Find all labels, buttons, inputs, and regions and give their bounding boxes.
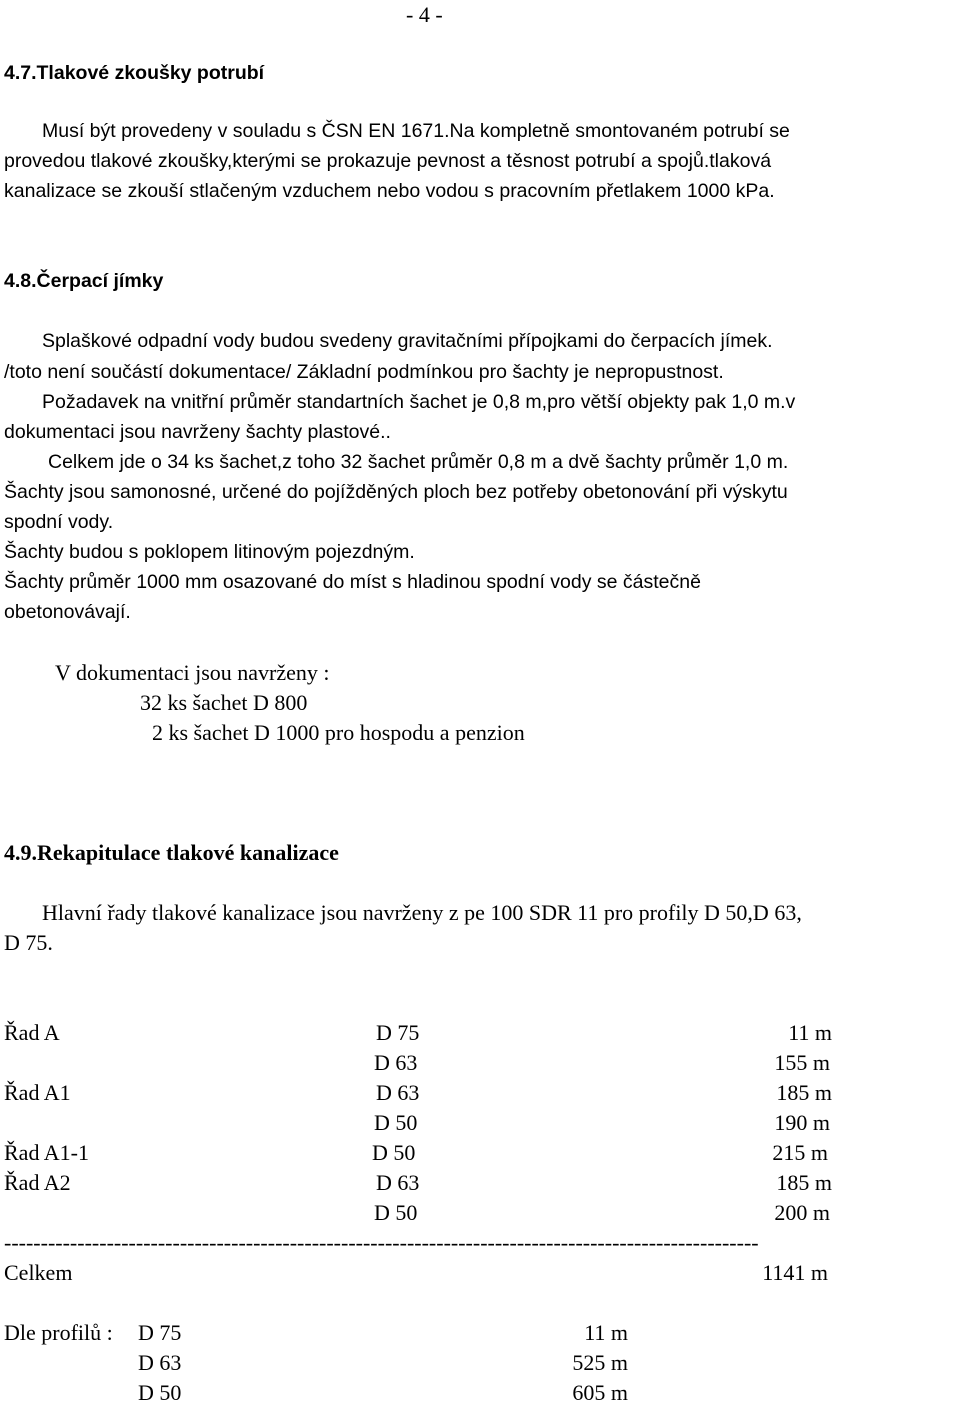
total-label: Celkem	[4, 1260, 73, 1285]
row-length: 215 m	[772, 1140, 828, 1165]
paragraph-line: Šachty jsou samonosné, určené do pojížděných ploch bez potřeby obetonování při výskytu	[4, 481, 788, 503]
profile-length: 525 m	[572, 1350, 628, 1375]
separator-line: -------------------------------------------------------------------------------------------------------	[4, 1230, 759, 1255]
profile-length: 605 m	[572, 1380, 628, 1405]
profile-name: D 63	[138, 1350, 182, 1375]
row-length: 200 m	[774, 1200, 830, 1225]
paragraph-line: provedou tlakové zkoušky,kterými se prokazuje pevnost a těsnost potrubí a spojů.tlaková	[4, 150, 772, 172]
row-name: Řad A2	[4, 1170, 71, 1195]
paragraph-line: Celkem jde o 34 ks šachet,z toho 32 šachet průměr 0,8 m a dvě šachty průměr 1,0 m.	[48, 451, 789, 473]
paragraph-line: /toto není součástí dokumentace/ Základní podmínkou pro šachty je nepropustnost.	[4, 361, 724, 383]
row-profile: D 63	[376, 1170, 420, 1195]
summary-intro: V dokumentaci jsou navrženy :	[55, 660, 330, 685]
summary-item: 2 ks šachet D 1000 pro hospodu a penzion	[152, 720, 525, 745]
row-profile: D 63	[376, 1080, 420, 1105]
section-heading-4-8: 4.8.Čerpací jímky	[4, 270, 164, 292]
row-length: 185 m	[776, 1080, 832, 1105]
row-name: Řad A1	[4, 1080, 71, 1105]
section-heading-4-9: 4.9.Rekapitulace tlakové kanalizace	[4, 840, 339, 865]
paragraph-line: Šachty budou s poklopem litinovým pojezdným.	[4, 541, 415, 563]
row-length: 11 m	[788, 1020, 832, 1045]
row-profile: D 75	[376, 1020, 420, 1045]
section-heading-4-7: 4.7.Tlakové zkoušky potrubí	[4, 62, 265, 84]
profile-name: D 75	[138, 1320, 182, 1345]
paragraph-line: dokumentaci jsou navrženy šachty plastové..	[4, 421, 391, 443]
paragraph-line: kanalizace se zkouší stlačeným vzduchem nebo vodou s pracovním přetlakem 1000 kPa.	[4, 180, 775, 202]
row-length: 190 m	[774, 1110, 830, 1135]
paragraph-line: Šachty průměr 1000 mm osazované do míst s hladinou spodní vody se částečně	[4, 571, 701, 593]
profile-name: D 50	[138, 1380, 182, 1405]
paragraph-line: Požadavek na vnitřní průměr standartních šachet je 0,8 m,pro větší objekty pak 1,0 m.v	[42, 391, 796, 413]
summary-item: 32 ks šachet D 800	[140, 690, 308, 715]
paragraph-line: Hlavní řady tlakové kanalizace jsou navrženy z pe 100 SDR 11 pro profily D 50,D 63,	[42, 900, 802, 925]
paragraph-line: obetonovávají.	[4, 601, 131, 623]
row-length: 155 m	[774, 1050, 830, 1075]
paragraph-line: D 75.	[4, 930, 53, 955]
paragraph-line: spodní vody.	[4, 511, 114, 533]
row-profile: D 63	[374, 1050, 418, 1075]
total-length: 1141 m	[762, 1260, 828, 1285]
paragraph-line: Splaškové odpadní vody budou svedeny gravitačními přípojkami do čerpacích jímek.	[42, 330, 773, 352]
page-number: - 4 -	[406, 2, 443, 27]
row-profile: D 50	[374, 1200, 418, 1225]
row-profile: D 50	[374, 1110, 418, 1135]
row-profile: D 50	[372, 1140, 416, 1165]
row-length: 185 m	[776, 1170, 832, 1195]
paragraph-line: Musí být provedeny v souladu s ČSN EN 1671.Na kompletně smontovaném potrubí se	[42, 120, 790, 142]
row-name: Řad A	[4, 1020, 60, 1045]
profile-length: 11 m	[584, 1320, 628, 1345]
by-profile-label: Dle profilů :	[4, 1320, 113, 1345]
row-name: Řad A1-1	[4, 1140, 89, 1165]
